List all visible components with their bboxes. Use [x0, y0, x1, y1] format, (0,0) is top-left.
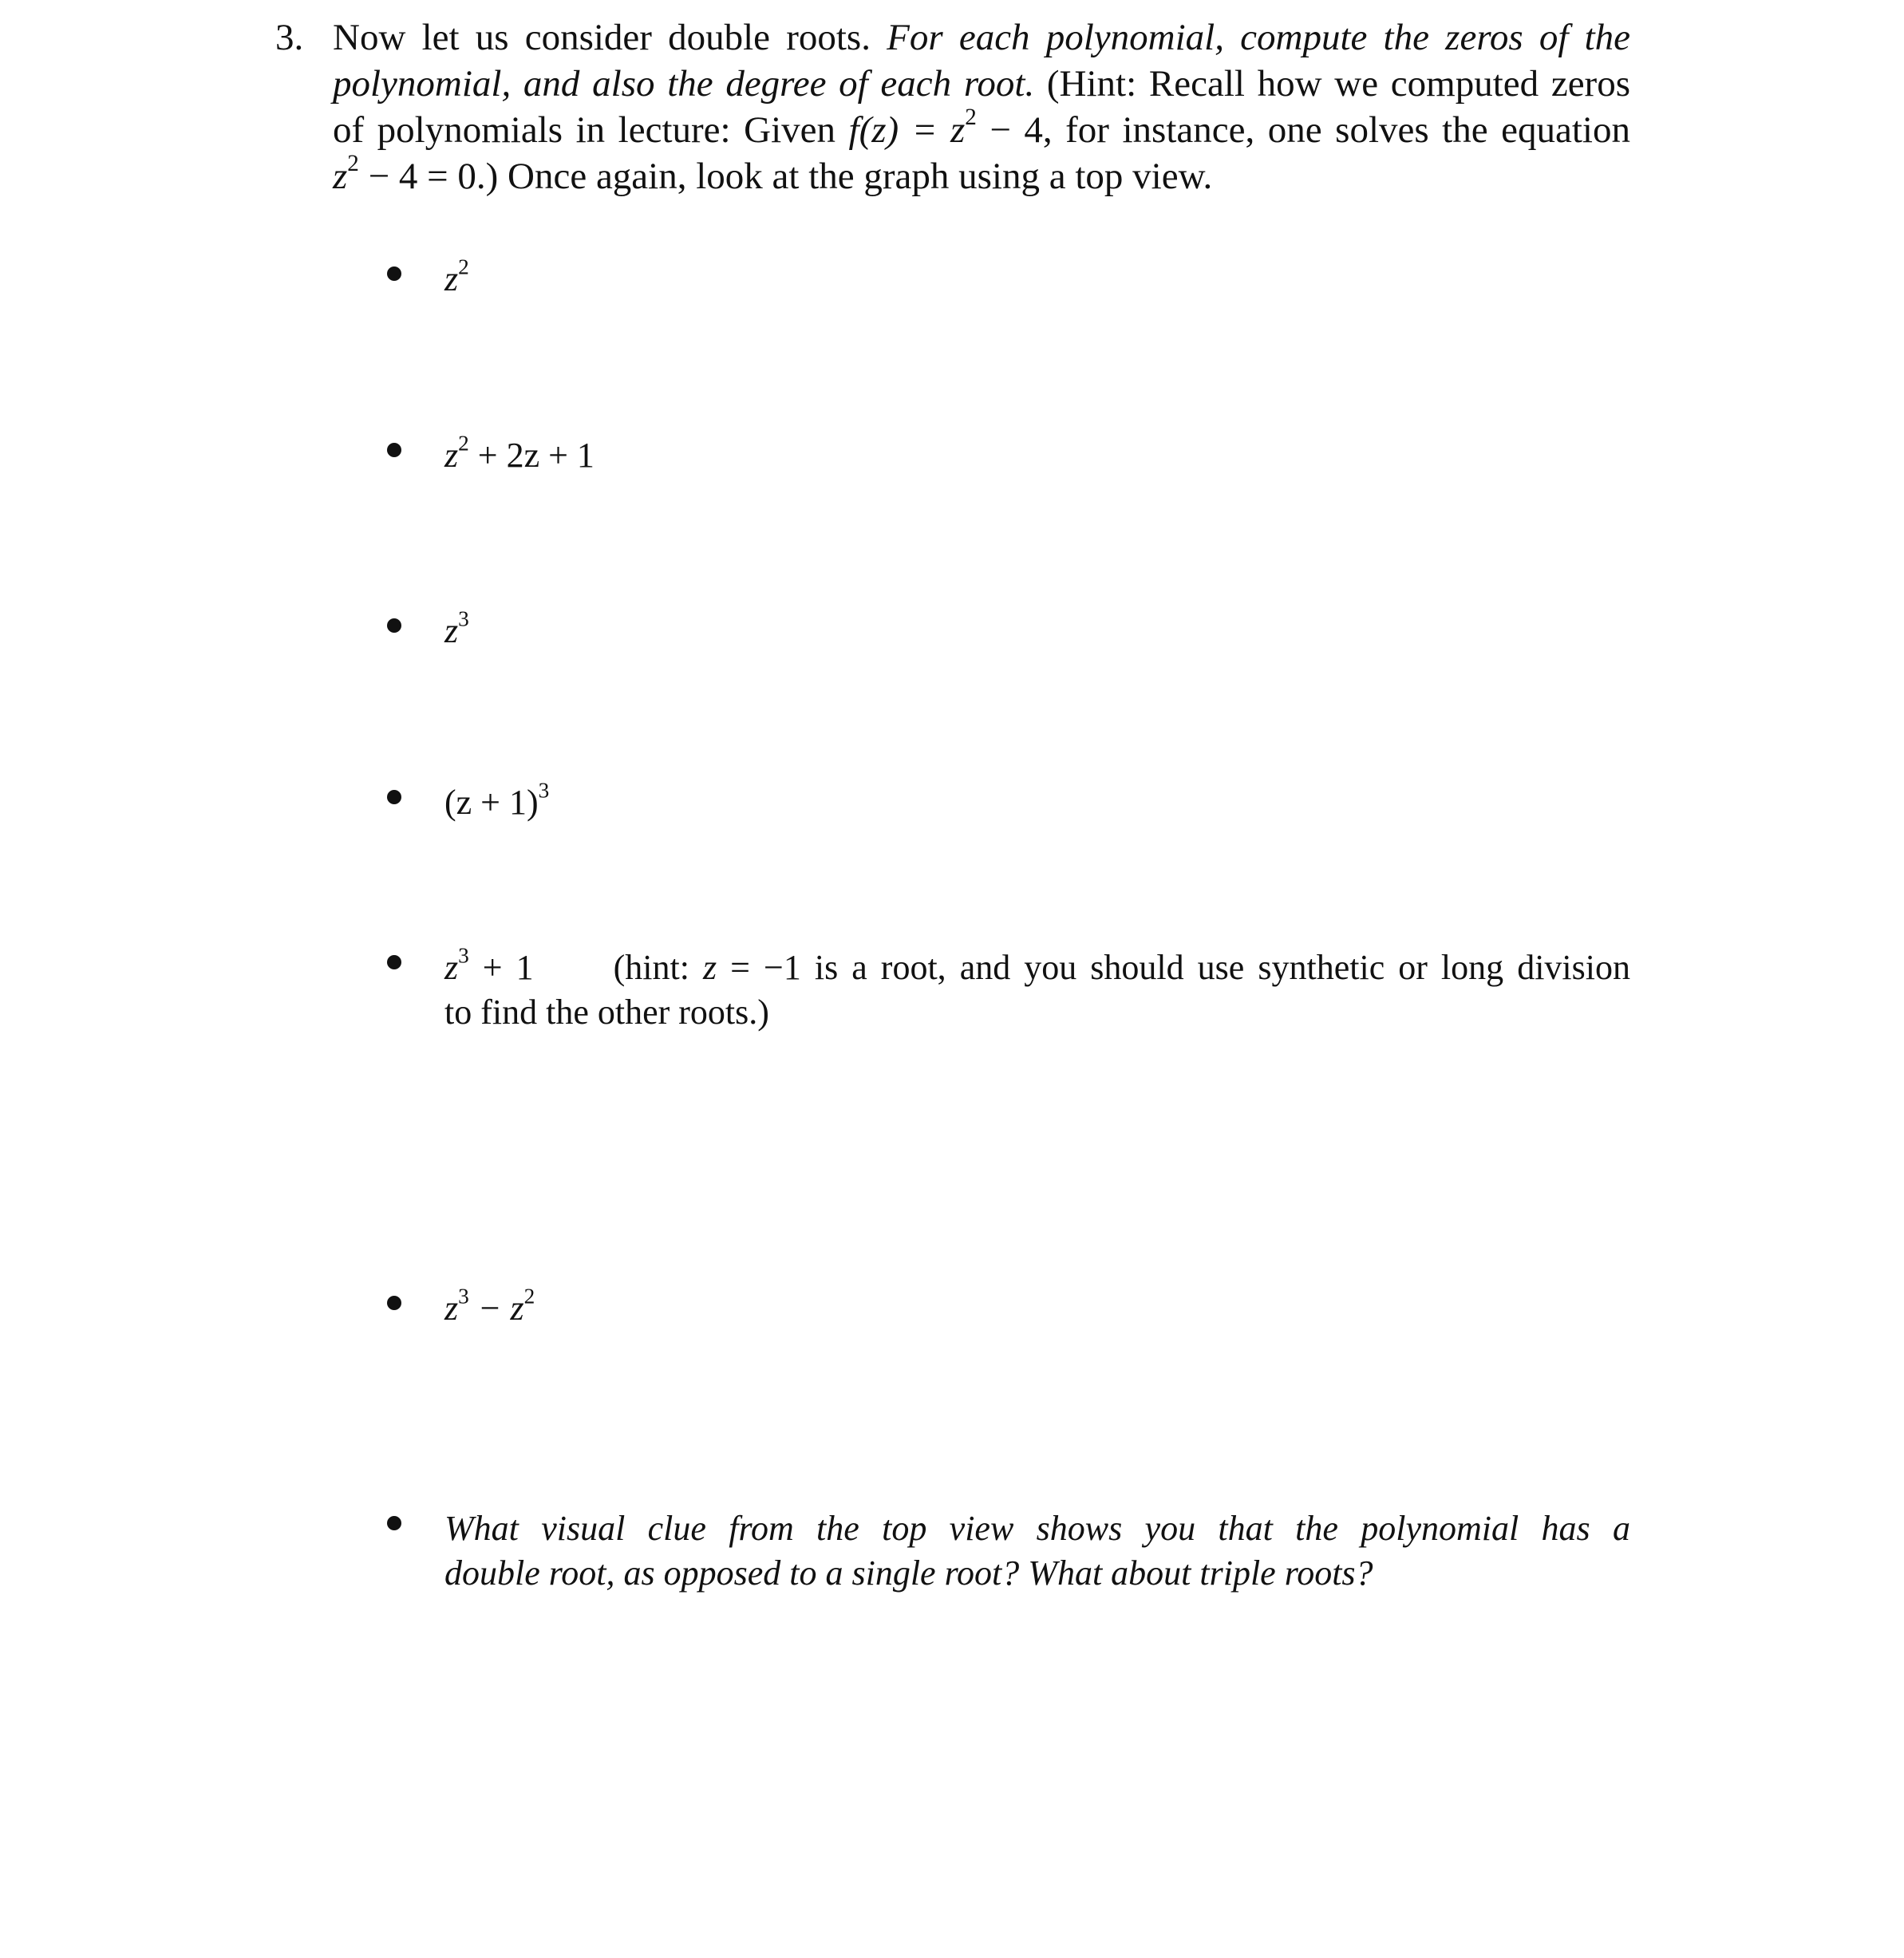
poly-tail: + 1 [468, 948, 534, 987]
poly-base: z [444, 611, 459, 650]
problem-hint-a: (Hint: Recall how we computed zeros [1034, 63, 1630, 105]
polynomial-expression [444, 606, 1630, 653]
problem-statement [333, 14, 1630, 199]
item-hint-line-2: to find the other roots.) [444, 993, 769, 1032]
problem-hint-b: of polynomials in lecture: Given [333, 109, 849, 151]
problem-line-3 [333, 107, 1630, 153]
hint-equation-tail: − 4 = 0 [358, 156, 476, 197]
problem-hint-d: .) Once again, look at the graph using a top view. [476, 156, 1213, 197]
item-hint-line-1 [444, 945, 1630, 990]
question-line-2: double root, as opposed to a single root? What about triple roots? [444, 1553, 1373, 1593]
problem-line-1 [333, 14, 1630, 61]
poly-exponent: 3 [458, 606, 469, 631]
bullet-icon [387, 266, 401, 281]
poly-exponent: 2 [458, 255, 469, 279]
polynomial-expression-with-hint [444, 945, 1630, 1035]
bullet-icon [387, 955, 401, 969]
hint-function-exponent: 2 [965, 105, 977, 131]
poly-base: (z + 1) [444, 783, 539, 822]
problem-lead: Now let us consider double roots. [333, 17, 887, 58]
polynomial-expression [444, 780, 1630, 825]
poly-exponent-2: 2 [523, 1284, 535, 1309]
reflection-question [444, 1506, 1630, 1596]
poly-exponent: 2 [458, 431, 469, 456]
problem-instruction-b: polynomial, and also the degree of each root. [333, 63, 1035, 105]
bullet-icon [387, 443, 401, 457]
poly-exponent: 3 [538, 778, 550, 803]
poly-mid: − z [468, 1289, 524, 1328]
hint-function-tail: − 4 [976, 109, 1043, 151]
item-hint-open: (hint: [613, 948, 704, 987]
problem-hint-c: , for instance, one solves the equation [1042, 109, 1630, 151]
problem-number: 3. [275, 17, 304, 58]
hint-function: f(z) = z [848, 109, 966, 151]
polynomial-expression [444, 433, 1630, 478]
poly-exponent: 3 [458, 943, 469, 968]
problem-line-2 [333, 61, 1630, 107]
poly-exponent: 3 [458, 1284, 469, 1309]
poly-base: z [444, 1289, 459, 1328]
item-hint-math: z [703, 948, 717, 987]
bullet-icon [387, 1516, 401, 1530]
bullet-icon [387, 1296, 401, 1310]
bullet-icon [387, 618, 401, 633]
poly-base: z [444, 436, 459, 475]
problem-line-4 [333, 153, 1630, 199]
hint-equation-exponent: 2 [347, 151, 359, 177]
question-line-1: What visual clue from the top view shows you that the polynomial has a [444, 1509, 1630, 1548]
poly-tail: + 2z + 1 [468, 436, 595, 475]
item-hint-rest: = −1 is a root, and you should use synthetic or long division [717, 948, 1630, 987]
polynomial-expression [444, 257, 1630, 302]
hint-equation: z [333, 156, 348, 197]
poly-base: z [444, 948, 459, 987]
problem-instruction-a: For each polynomial, compute the zeros of the [887, 17, 1630, 58]
polynomial-expression [444, 1286, 1630, 1331]
poly-base: z [444, 259, 459, 298]
bullet-icon [387, 790, 401, 804]
